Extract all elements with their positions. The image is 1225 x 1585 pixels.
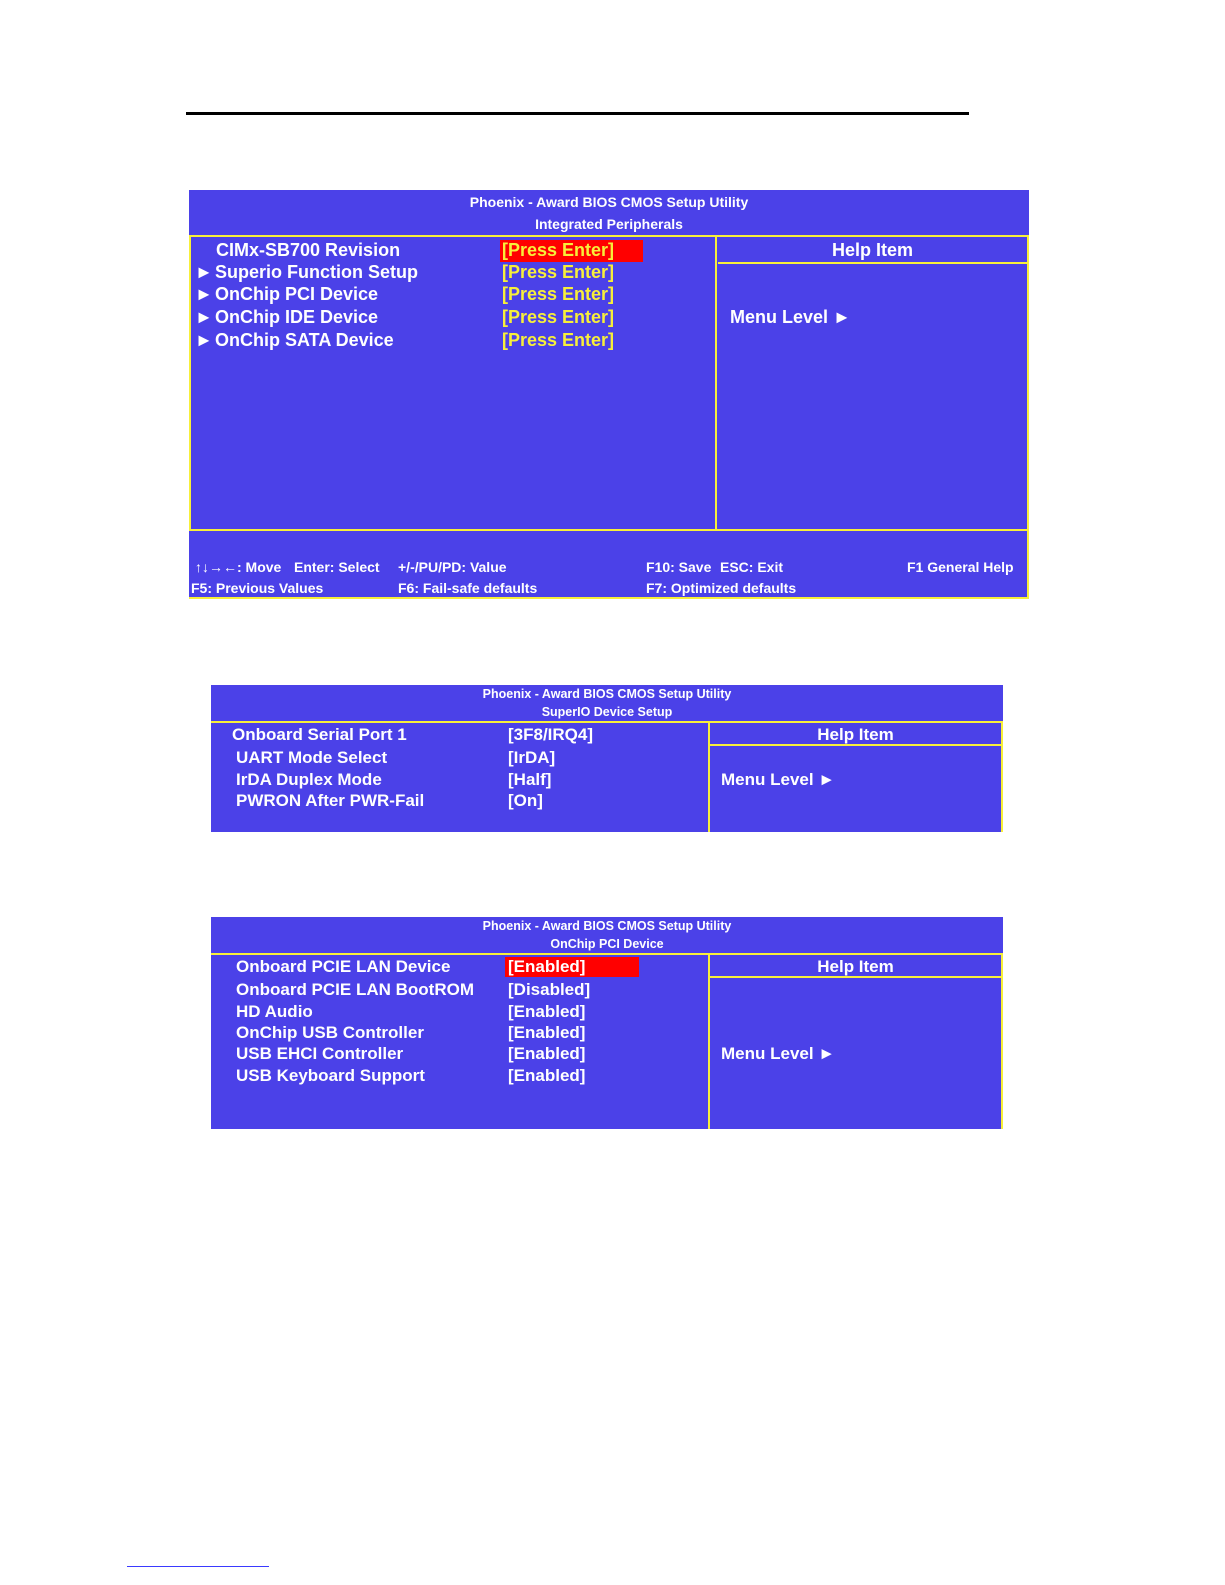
menu-item-onchip-pci-device[interactable] <box>189 284 709 306</box>
bios-subtitle: Integrated Peripherals <box>535 216 683 232</box>
page-top-rule <box>186 112 969 115</box>
item-label: OnChip USB Controller <box>236 1023 424 1042</box>
bios-subtitle: OnChip PCI Device <box>550 937 664 951</box>
footer-exit-hint: ESC: Exit <box>720 559 784 575</box>
page-bottom-rule <box>127 1566 269 1567</box>
bios-title: Phoenix - Award BIOS CMOS Setup Utility <box>482 919 732 933</box>
item-label: Onboard PCIE LAN BootROM <box>236 980 474 999</box>
item-value: [Press Enter] <box>502 284 615 304</box>
item-value: [Enabled] <box>508 1066 586 1085</box>
item-value: [3F8/IRQ4] <box>508 725 594 744</box>
frame-line <box>189 235 1029 237</box>
item-value: [On] <box>508 791 543 810</box>
item-label: PWRON After PWR-Fail <box>236 791 425 810</box>
menu-item-usb-ehci-controller[interactable] <box>211 1044 701 1064</box>
item-label: OnChip SATA Device <box>215 330 394 350</box>
bios-title: Phoenix - Award BIOS CMOS Setup Utility <box>469 194 749 210</box>
bios-screen-onchip-pci-device <box>211 917 1003 1129</box>
menu-item-onboard-serial-port-1[interactable] <box>211 725 701 745</box>
frame-line <box>1001 721 1003 832</box>
bios-title: Phoenix - Award BIOS CMOS Setup Utility <box>482 687 732 701</box>
menu-item-hd-audio[interactable] <box>211 1002 701 1022</box>
menu-item-onchip-sata-device[interactable] <box>189 330 709 352</box>
frame-line <box>1027 529 1029 599</box>
frame-line <box>189 529 1029 531</box>
frame-line <box>211 953 1003 955</box>
footer-move-hint: ↑↓→←: Move <box>195 559 282 575</box>
item-label: UART Mode Select <box>236 748 388 767</box>
menu-item-usb-keyboard-support[interactable] <box>211 1066 701 1086</box>
submenu-arrow-icon: ► <box>195 307 213 327</box>
menu-item-uart-mode-select[interactable] <box>211 748 701 768</box>
help-item-title: Help Item <box>817 725 894 744</box>
item-value: [Enabled] <box>508 1044 586 1063</box>
frame-line <box>1027 235 1029 531</box>
footer-value-hint: +/-/PU/PD: Value <box>398 559 507 575</box>
footer-enter-hint: Enter: Select <box>294 559 380 575</box>
item-value: [Enabled] <box>508 1002 586 1021</box>
item-value: [Enabled] <box>508 1023 586 1042</box>
menu-item-onboard-pcie-lan-bootrom[interactable] <box>211 980 701 1000</box>
submenu-arrow-icon: ► <box>195 330 213 350</box>
item-label: USB Keyboard Support <box>236 1066 425 1085</box>
menu-item-cimx-revision[interactable] <box>189 240 709 262</box>
item-value: [Half] <box>508 770 552 789</box>
frame-line <box>1001 953 1003 1129</box>
frame-line <box>189 597 1029 599</box>
help-item-title: Help Item <box>831 240 914 260</box>
menu-item-superio-function-setup[interactable] <box>189 262 709 284</box>
footer-previous-values-hint: F5: Previous Values <box>191 580 324 596</box>
frame-line <box>708 953 710 1129</box>
menu-item-irda-duplex-mode[interactable] <box>211 770 701 790</box>
item-label: IrDA Duplex Mode <box>236 770 382 789</box>
menu-item-onchip-ide-device[interactable] <box>189 307 709 329</box>
item-value: [Press Enter] <box>502 240 615 260</box>
frame-line <box>715 235 717 531</box>
help-item-title: Help Item <box>817 957 894 976</box>
item-label: Onboard Serial Port 1 <box>232 725 407 744</box>
help-menu-level: Menu Level ► <box>730 307 851 327</box>
bios-screen-superio-device-setup <box>211 685 1003 832</box>
item-value: [IrDA] <box>508 748 556 767</box>
item-value: [Press Enter] <box>502 330 615 350</box>
footer-general-help-hint: F1 General Help <box>907 559 1014 575</box>
item-label: Onboard PCIE LAN Device <box>236 957 451 976</box>
help-menu-level: Menu Level ► <box>721 770 836 789</box>
submenu-arrow-icon: ► <box>195 284 213 304</box>
frame-line <box>718 262 1029 264</box>
item-label: CIMx-SB700 Revision <box>216 240 401 260</box>
bios-screen-integrated-peripherals <box>189 190 1029 599</box>
menu-item-onchip-usb-controller[interactable] <box>211 1023 701 1043</box>
bios-subtitle: SuperIO Device Setup <box>541 705 673 719</box>
frame-line <box>211 721 1003 723</box>
help-menu-level: Menu Level ► <box>721 1044 836 1063</box>
item-value: [Disabled] <box>508 980 591 999</box>
item-label: HD Audio <box>236 1002 313 1021</box>
footer-failsafe-hint: F6: Fail-safe defaults <box>398 580 538 596</box>
item-value: [Enabled] <box>508 957 586 976</box>
footer-optimized-hint: F7: Optimized defaults <box>646 580 797 596</box>
footer-save-hint: F10: Save <box>646 559 712 575</box>
item-label: OnChip IDE Device <box>215 307 379 327</box>
menu-item-onboard-pcie-lan-device[interactable] <box>211 957 701 977</box>
item-value: [Press Enter] <box>502 307 615 327</box>
item-label: OnChip PCI Device <box>215 284 379 304</box>
item-label: USB EHCI Controller <box>236 1044 404 1063</box>
menu-item-pwron-after-pwr-fail[interactable] <box>211 791 701 811</box>
submenu-arrow-icon: ► <box>195 262 213 282</box>
item-value: [Press Enter] <box>502 262 615 282</box>
item-label: Superio Function Setup <box>215 262 418 282</box>
